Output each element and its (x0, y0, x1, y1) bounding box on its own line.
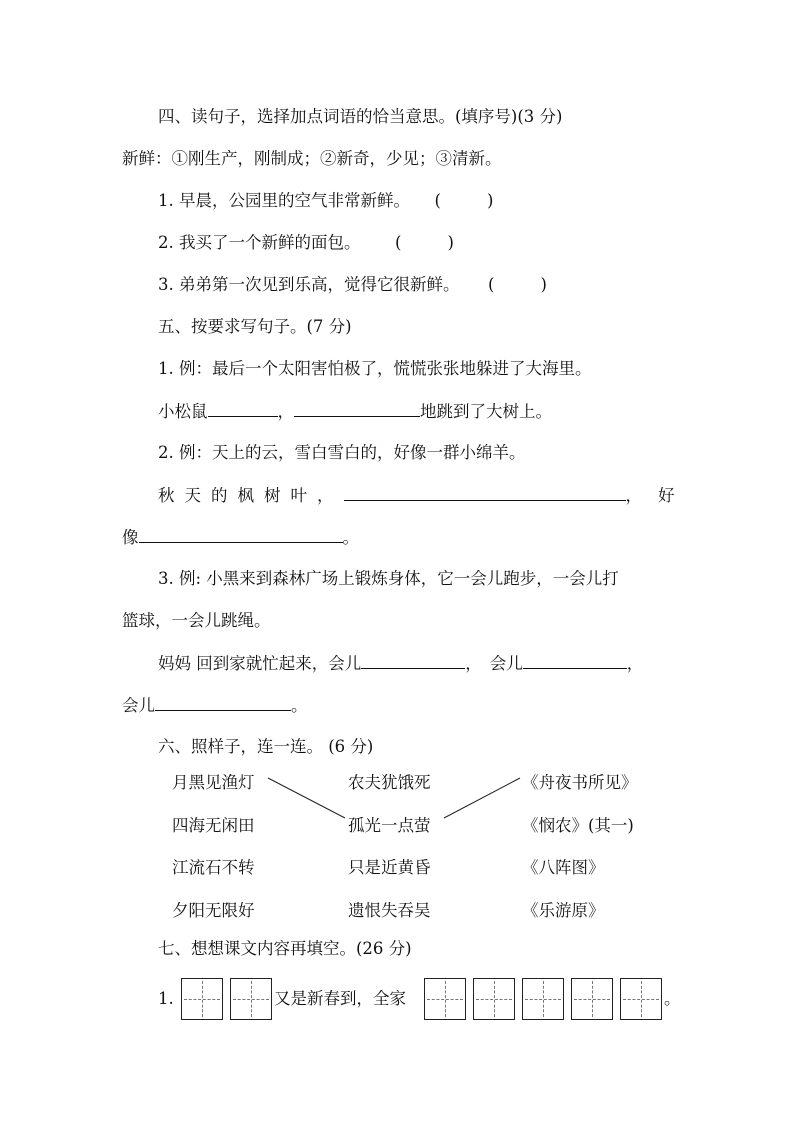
ex1-comma: ， (277, 402, 294, 421)
ex2-xiang: 像 (122, 528, 139, 547)
ex1-prefix: 小松鼠 (158, 402, 208, 421)
ex3-prefix: 妈妈 回到家就忙起来，会儿 (158, 654, 362, 673)
col2-line-3[interactable]: 只是近黄昏 (348, 858, 431, 877)
section4-definition: 新鲜：①刚生产，刚制成；②新奇，少见；③清新。 (122, 149, 502, 168)
section5-example3-line1: 3. 例: 小黑来到森林广场上锻炼身体，它一会儿跑步，一会儿打 (158, 569, 619, 588)
paren-open: ( (434, 191, 441, 210)
section4-title: 四、读句子，选择加点词语的恰当意思。(填序号)(3 分) (158, 107, 563, 126)
ex1-suffix: 地跳到了大树上。 (420, 402, 552, 421)
ex2-comma: ， (625, 486, 642, 505)
section7-q1-number: 1. (158, 989, 174, 1008)
paren-close: ) (486, 191, 494, 210)
section5-example2: 2. 例：天上的云，雪白雪白的，好像一群小绵羊。 (158, 443, 526, 462)
col1-line-4[interactable]: 夕阳无限好 (172, 901, 255, 920)
paren-close: ) (540, 275, 547, 294)
section5-title: 五、按要求写句子。(7 分) (158, 317, 352, 336)
col3-title-4[interactable]: 《乐游原》 (522, 901, 605, 920)
tianzige-box-2[interactable] (230, 978, 272, 1020)
tianzige-box-4[interactable] (473, 978, 515, 1020)
tianzige-box-1[interactable] (181, 978, 223, 1020)
tianzige-box-7[interactable] (620, 978, 662, 1020)
col1-line-3[interactable]: 江流石不转 (172, 858, 255, 877)
tianzige-box-6[interactable] (571, 978, 613, 1020)
ex3-comma-2: ， (626, 654, 644, 673)
col2-line-2[interactable]: 孤光一点萤 (348, 816, 431, 835)
section5-example3-line2: 篮球，一会儿跳绳。 (122, 611, 271, 630)
link-line-2 (444, 778, 520, 818)
q1-text: 1. 早晨，公园里的空气非常新鲜。 (158, 191, 410, 210)
section7-q1-mid: 又是新春到，全家 (274, 989, 406, 1008)
col3-title-2[interactable]: 《悯农》(其一) (522, 816, 634, 835)
col2-line-1[interactable]: 农夫犹饿死 (348, 773, 431, 792)
section5-example1: 1. 例：最后一个太阳害怕极了，慌慌张张地躲进了大海里。 (158, 359, 592, 378)
ex3-huier-3: 会儿 (122, 696, 155, 715)
tianzige-box-5[interactable] (522, 978, 564, 1020)
ex3-huier-2: 会儿 (489, 654, 523, 673)
paren-close: ) (447, 233, 454, 252)
ex3-end: 。 (291, 696, 308, 715)
col1-line-2[interactable]: 四海无闲田 (172, 816, 255, 835)
ex3-comma-1: ， (465, 654, 482, 673)
q3-text: 3. 弟弟第一次见到乐高，觉得它很新鲜。 (158, 275, 460, 294)
section7-title: 七、想想课文内容再填空。(26 分) (158, 939, 412, 958)
q2-text: 2. 我买了一个新鲜的面包。 (158, 233, 361, 252)
ex2-hao: 好 (658, 486, 675, 505)
col2-line-4[interactable]: 遗恨失吞吴 (348, 901, 431, 920)
tianzige-box-3[interactable] (424, 978, 466, 1020)
section7-q1-end: 。 (664, 989, 681, 1008)
col1-line-1[interactable]: 月黑见渔灯 (172, 773, 255, 792)
section6-title: 六、照样子，连一连。 (6 分) (158, 737, 374, 756)
link-line-1 (268, 778, 345, 818)
col3-title-3[interactable]: 《八阵图》 (522, 858, 605, 877)
paren-open: ( (488, 275, 495, 294)
ex2-prefix: 秋天的枫树叶， (158, 486, 344, 505)
paren-open: ( (395, 233, 402, 252)
col3-title-1[interactable]: 《舟夜书所见》 (522, 773, 638, 792)
ex2-end: 。 (342, 528, 359, 547)
